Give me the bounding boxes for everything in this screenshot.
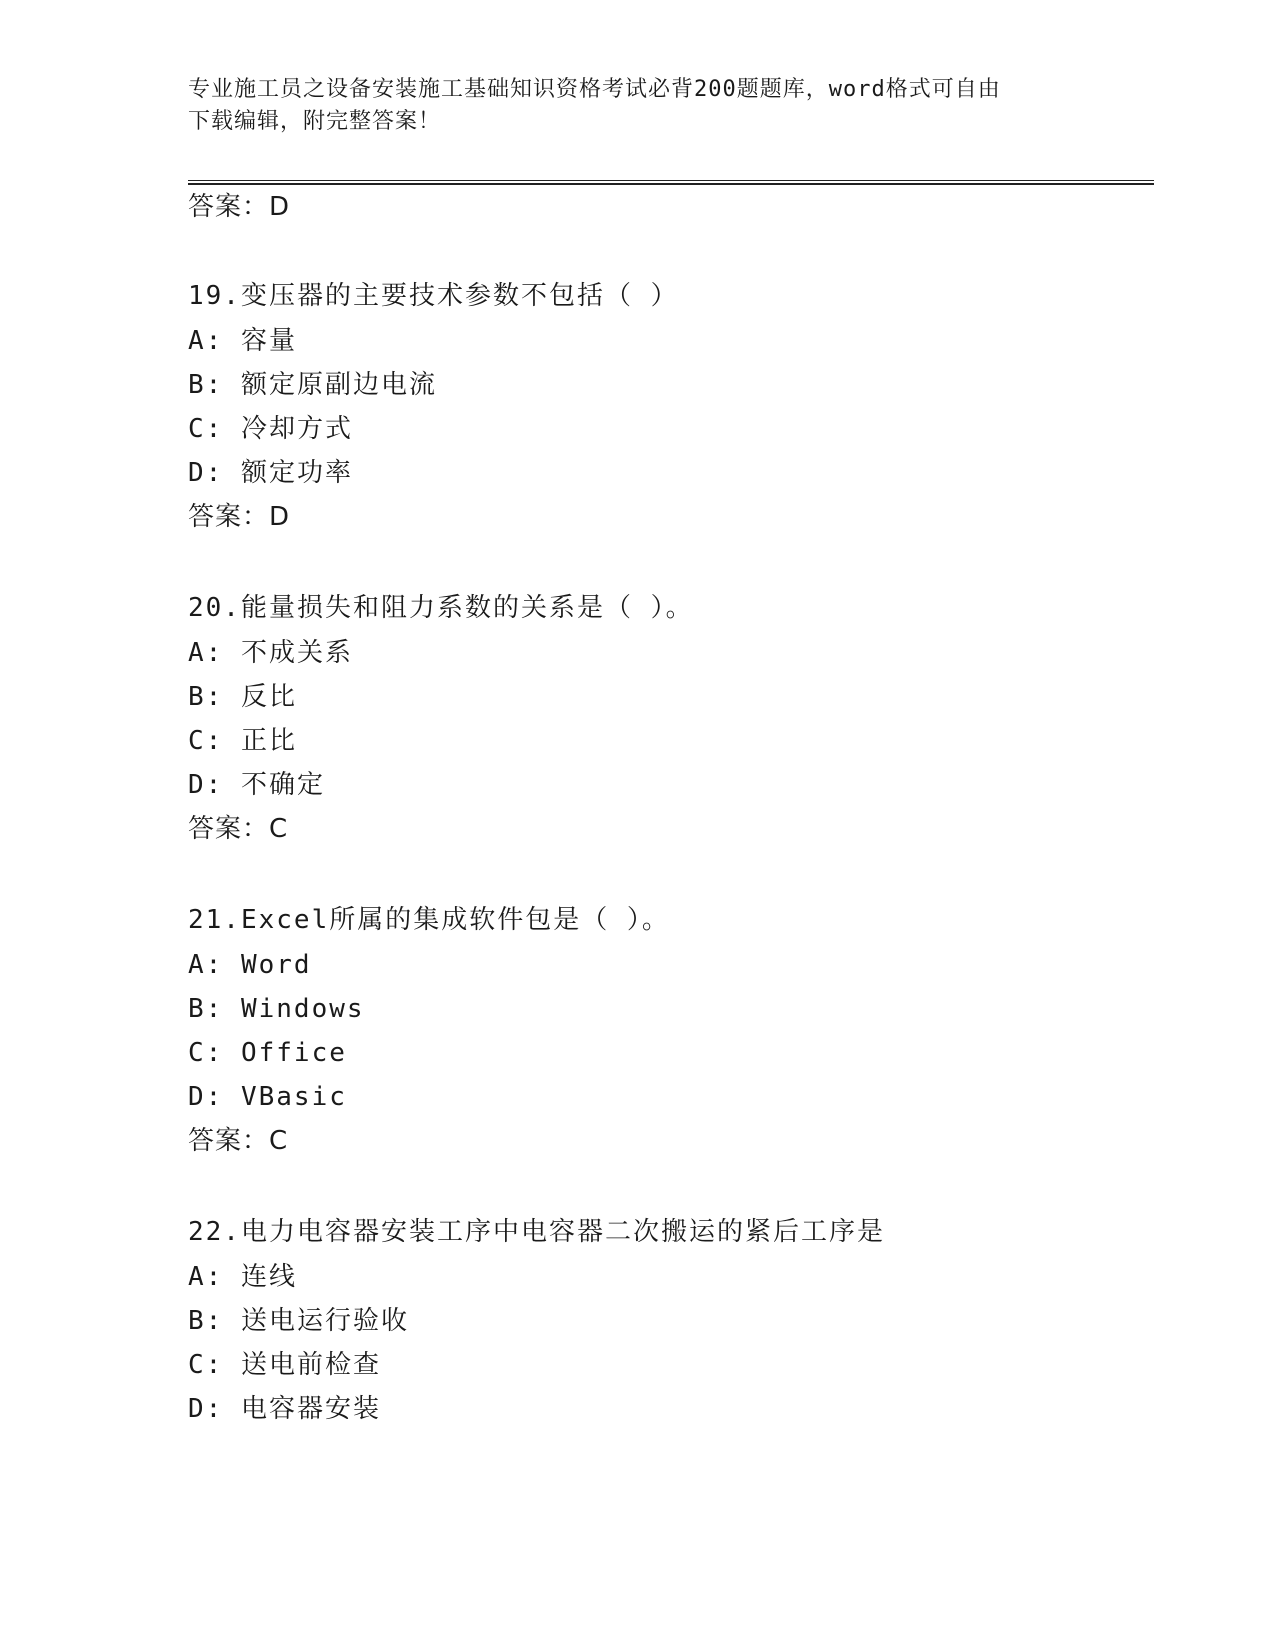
question-21-answer: 答案：C [188,1126,289,1156]
header-line-2: 下载编辑，附完整答案！ [188,109,442,134]
question-19-option-a: A: 容量 [188,326,297,356]
question-21-option-b: B: Windows [188,994,365,1024]
question-22-option-b: B: 送电运行验收 [188,1306,409,1336]
question-20-option-d: D: 不确定 [188,770,325,800]
header-line-1: 专业施工员之设备安装施工基础知识资格考试必背200题题库，word格式可自由 [188,77,1001,102]
question-19-option-b: B: 额定原副边电流 [188,370,437,400]
question-20-option-c: C: 正比 [188,726,297,756]
question-19-option-d: D: 额定功率 [188,458,353,488]
question-21-option-c: C: Office [188,1038,347,1068]
document-header [188,74,1088,138]
question-20-stem: 20.能量损失和阻力系数的关系是（ ）。 [188,593,694,623]
question-22-option-d: D: 电容器安装 [188,1394,381,1424]
question-22-option-c: C: 送电前检查 [188,1350,381,1380]
question-19-option-c: C: 冷却方式 [188,414,353,444]
question-20-option-a: A: 不成关系 [188,638,353,668]
question-20-option-b: B: 反比 [188,682,297,712]
question-19-stem: 19.变压器的主要技术参数不包括（ ） [188,281,679,311]
question-21-option-d: D: VBasic [188,1082,347,1112]
question-19-answer: 答案：D [188,502,291,532]
question-21-stem: 21.Excel所属的集成软件包是（ ）。 [188,905,670,935]
header-divider [188,180,1154,185]
previous-answer: 答案：D [188,192,291,222]
question-20-answer: 答案：C [188,814,289,844]
question-22-option-a: A: 连线 [188,1262,297,1292]
question-21-option-a: A: Word [188,950,312,980]
question-22-stem: 22.电力电容器安装工序中电容器二次搬运的紧后工序是 [188,1217,885,1247]
